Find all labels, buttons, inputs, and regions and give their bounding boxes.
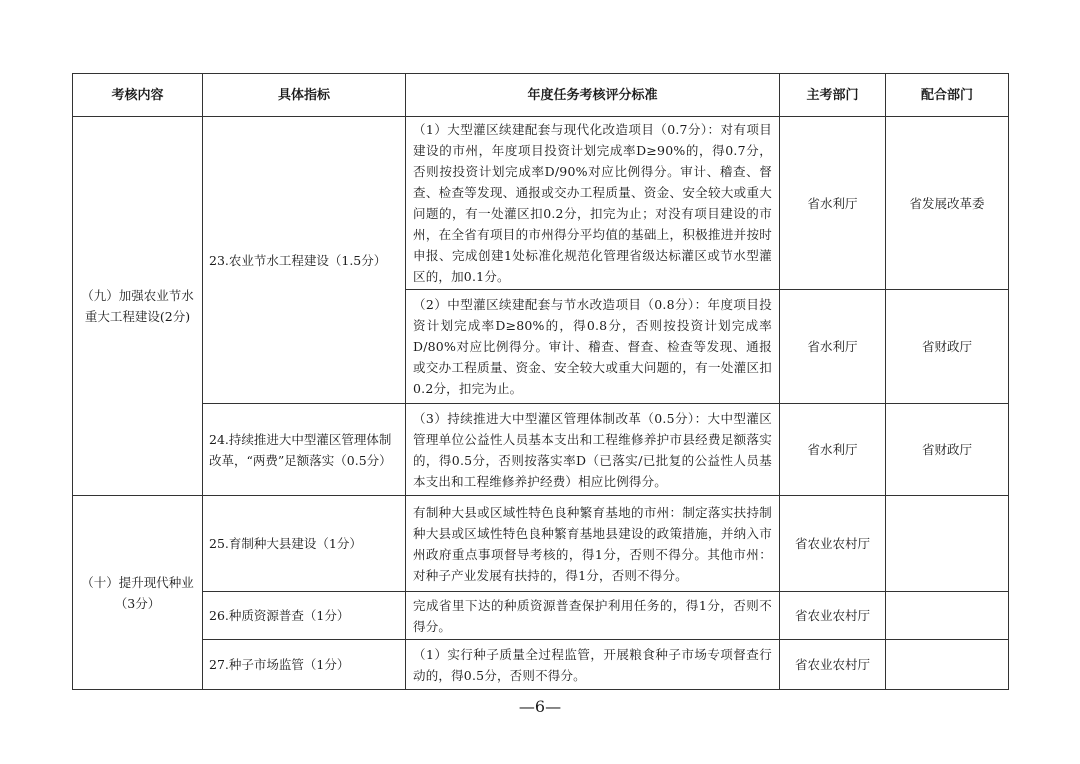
coop-dept-24: 省财政厅	[886, 404, 1009, 496]
coop-dept-27	[886, 640, 1009, 690]
header-area: 考核内容	[73, 74, 203, 117]
coop-dept-23-2: 省财政厅	[886, 290, 1009, 404]
indicator-23: 23.农业节水工程建设（1.5分）	[203, 117, 406, 404]
lead-dept-24: 省水利厅	[780, 404, 886, 496]
standard-26: 完成省里下达的种质资源普查保护利用任务的，得1分，否则不得分。	[406, 592, 780, 640]
assessment-table	[72, 73, 1009, 690]
coop-dept-26	[886, 592, 1009, 640]
section-9-area: （九）加强农业节水重大工程建设(2分)	[73, 117, 203, 496]
header-indicator: 具体指标	[203, 74, 406, 117]
header-coop-dept: 配合部门	[886, 74, 1009, 117]
lead-dept-23-1: 省水利厅	[780, 117, 886, 290]
page-number: —6—	[518, 697, 562, 716]
table-row	[73, 404, 1009, 496]
table-row	[73, 117, 1009, 290]
header-standard: 年度任务考核评分标准	[406, 74, 780, 117]
standard-23-2: （2）中型灌区续建配套与节水改造项目（0.8分）：年度项目投资计划完成率D≥80%的，得0.8分，否则按投资计划完成率D/80%对应比例得分。审计、稽查、督查、检查等发现、通报或交办工程质量、资金、安全较大或重大问题的，有一处灌区扣0.2分，扣完为止。	[406, 290, 780, 404]
indicator-26: 26.种质资源普查（1分）	[203, 592, 406, 640]
standard-24: （3）持续推进大中型灌区管理体制改革（0.5分）：大中型灌区管理单位公益性人员基本支出和工程维修养护市县经费足额落实的，得0.5分，否则按落实率D（已落实/已批复的公益性人员基本支出和工程维修养护经费）相应比例得分。	[406, 404, 780, 496]
standard-23-1: （1）大型灌区续建配套与现代化改造项目（0.7分）：对有项目建设的市州，年度项目投资计划完成率D≥90%的，得0.7分，否则按投资计划完成率D/90%对应比例得分。审计、稽查、督查、检查等发现、通报或交办工程质量、资金、安全较大或重大问题的，有一处灌区扣0.2分，扣完为止；对没有项目建设的市州，在全省有项目的市州得分平均值的基础上，积极推进并按时申报、完成创建1处标准化规范化管理省级达标灌区或节水型灌区的，加0.1分。	[406, 117, 780, 290]
section-10-area: （十）提升现代种业（3分）	[73, 496, 203, 690]
indicator-25: 25.育制种大县建设（1分）	[203, 496, 406, 592]
lead-dept-23-2: 省水利厅	[780, 290, 886, 404]
coop-dept-25	[886, 496, 1009, 592]
standard-25: 有制种大县或区域性特色良种繁育基地的市州：制定落实扶持制种大县或区域性特色良种繁育基地县建设的政策措施，并纳入市州政府重点事项督导考核的，得1分，否则不得分。其他市州：对种子产业发展有扶持的，得1分，否则不得分。	[406, 496, 780, 592]
table-row	[73, 496, 1009, 592]
standard-27: （1）实行种子质量全过程监管，开展粮食种子市场专项督查行动的，得0.5分，否则不得分。	[406, 640, 780, 690]
table-row	[73, 640, 1009, 690]
indicator-27: 27.种子市场监管（1分）	[203, 640, 406, 690]
indicator-24: 24.持续推进大中型灌区管理体制改革，“两费”足额落实（0.5分）	[203, 404, 406, 496]
lead-dept-25: 省农业农村厅	[780, 496, 886, 592]
table-header-row	[73, 74, 1009, 117]
header-lead-dept: 主考部门	[780, 74, 886, 117]
lead-dept-26: 省农业农村厅	[780, 592, 886, 640]
table-row	[73, 592, 1009, 640]
coop-dept-23-1: 省发展改革委	[886, 117, 1009, 290]
lead-dept-27: 省农业农村厅	[780, 640, 886, 690]
